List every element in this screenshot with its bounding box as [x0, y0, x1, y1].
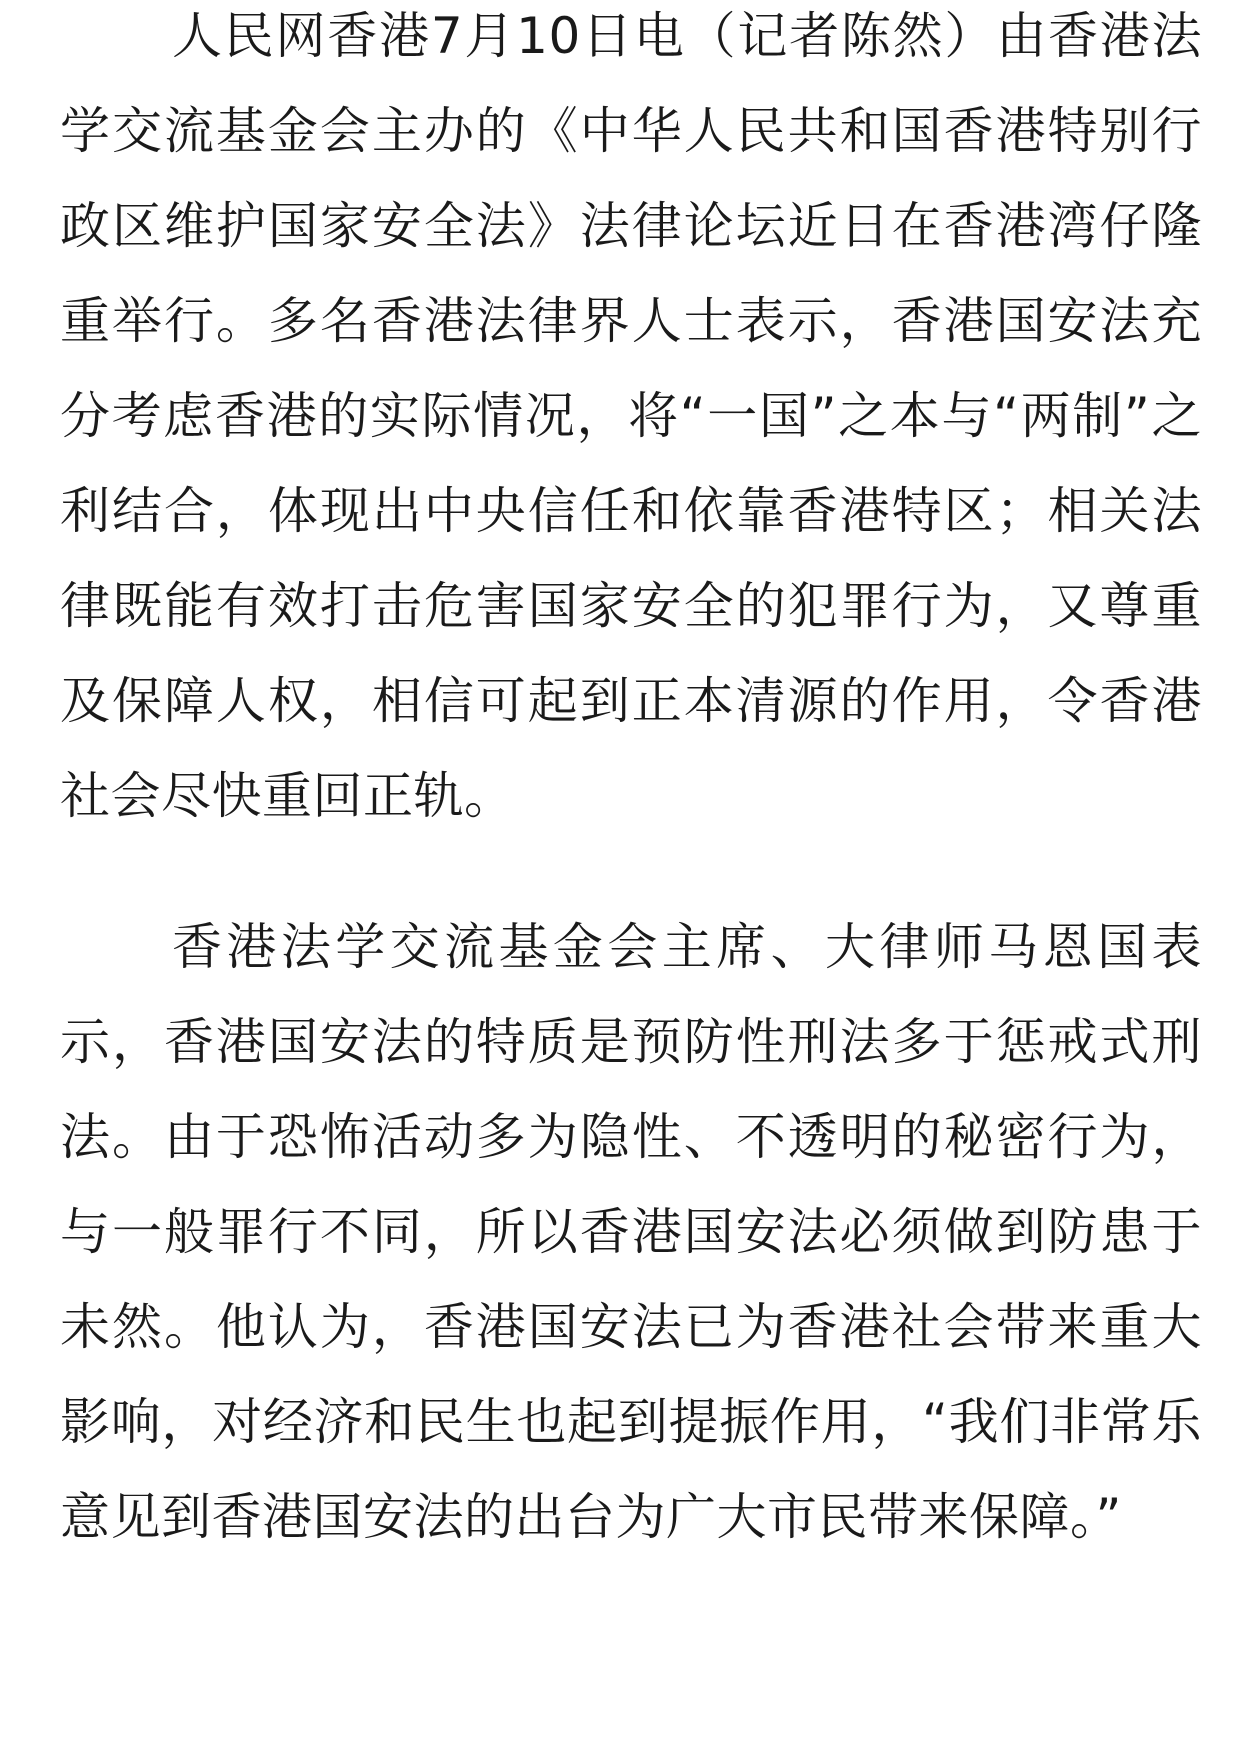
article-paragraph: 人民网香港7月10日电（记者陈然）由香港法学交流基金会主办的《中华人民共和国香港特别行政区维护国家安全法》法律论坛近日在香港湾仔隆重举行。多名香港法律界人士表示，香港国安法充分考虑香港的实际情况，将“一国”之本与“两制”之利结合，体现出中央信任和依靠香港特区；相关法律既能有效打击危害国家安全的犯罪行为，又尊重及保障人权，相信可起到正本清源的作用，令香港社会尽快重回正轨。 — [60, 7, 1202, 825]
article-body — [60, 0, 1202, 1565]
article-paragraph: 香港法学交流基金会主席、大律师马恩国表示，香港国安法的特质是预防性刑法多于惩戒式刑法。由于恐怖活动多为隐性、不透明的秘密行为，与一般罪行不同，所以香港国安法必须做到防患于未然。他认为，香港国安法已为香港社会带来重大影响，对经济和民生也起到提振作用，“我们非常乐意见到香港国安法的出台为广大市民带来保障。” — [60, 918, 1202, 1546]
